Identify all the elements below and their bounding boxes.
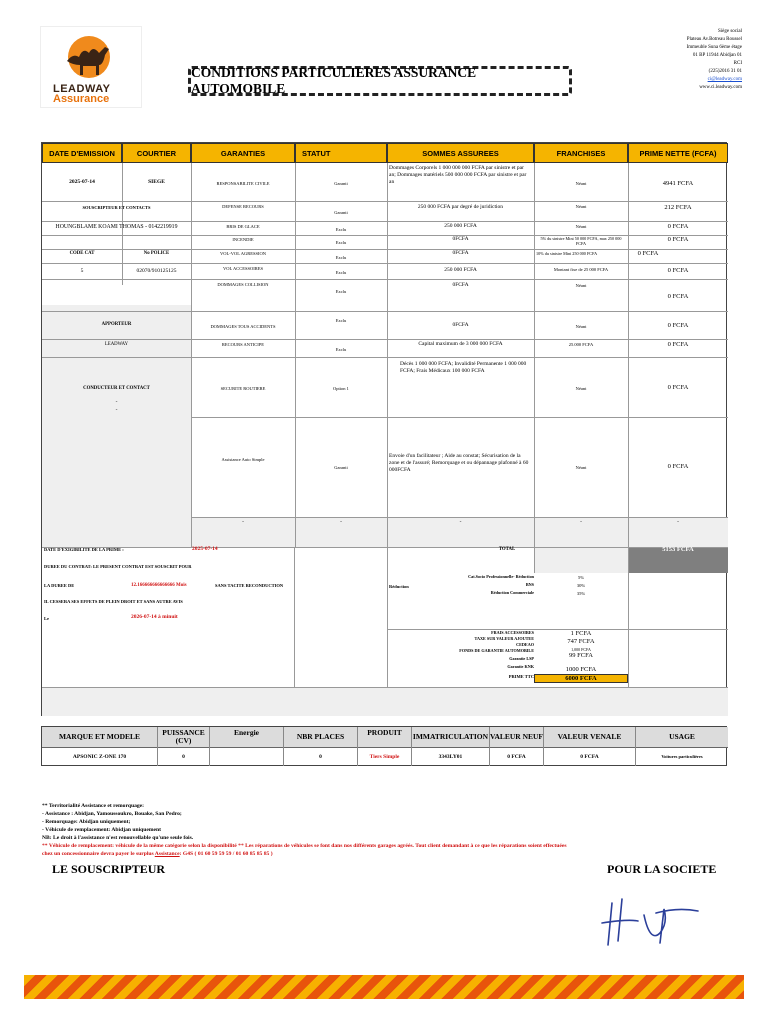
vehicle-usage: Voitures particulières [661, 754, 703, 759]
header-courtier: COURTIER [122, 143, 191, 163]
guarantee-statut: Option 1 [333, 386, 349, 391]
guarantee-somme: 0FCFA [452, 322, 469, 328]
header-franchises: FRANCHISES [534, 143, 628, 163]
guarantee-prime: 212 FCFA [664, 204, 692, 211]
vehicle-header: PUISSANCE (CV) [158, 727, 210, 747]
vehicle-header: PRODUIT [358, 727, 412, 747]
guarantee-franchise: Néant [575, 465, 587, 470]
vehicle-valeur-venale: 0 FCFA [544, 747, 636, 766]
tacite-text: SANS TACITE RECONDUCTION [215, 583, 284, 588]
total-label: TOTAL [498, 547, 516, 552]
guarantee-franchise: Néant [575, 386, 587, 391]
vehicle-places: 0 [284, 747, 358, 766]
vehicle-valeur-neuf: 0 FCFA [490, 747, 544, 766]
vehicle-header: VALEUR VENALE [544, 727, 636, 747]
address-line: Immeuble Suna 6ème étage [686, 45, 742, 50]
guarantee-statut: Exclu [335, 227, 347, 232]
guarantee-prime: 0 FCFA [667, 341, 689, 348]
fee-value: 1,000 FCFA [571, 647, 591, 652]
decorative-stripe [24, 975, 744, 999]
address-line: RCI [733, 61, 742, 66]
note-line: - Remorquage: Abidjan uniquement; [42, 819, 131, 825]
souscripteur-value: HOUNGBLAME KOAMI THOMAS - 0142219919 [55, 224, 178, 230]
header-statut: STATUT [295, 143, 387, 163]
vehicle-energie [210, 747, 284, 766]
guarantee-franchise: - [580, 519, 582, 525]
guarantee-prime: 0 FCFA [667, 463, 689, 470]
guarantee-name: VOL-VOL AGRESSION [220, 251, 266, 256]
address-line: Siège social [717, 29, 742, 34]
guarantee-somme: 250 000 FCFA [444, 223, 477, 229]
address-line: 01 BP 11944 Abidjan 01 [692, 53, 742, 58]
logo-subtitle: Assurance [53, 93, 110, 105]
company-logo [40, 26, 142, 108]
police-label: No POLICE [143, 251, 170, 256]
fee-value: 1000 FCFA [565, 666, 597, 673]
camel-icon [59, 35, 121, 79]
guarantee-name: - [242, 519, 244, 525]
note-line: - Véhicule de remplacement: Abidjan uniquement [42, 827, 161, 833]
note-line: NB: Le droit à l'assistance n'est renouvellable qu'une seule fois. [42, 835, 194, 841]
guarantee-statut: Exclu [335, 270, 347, 275]
cessera-text: IL CESSERA SES EFFETS DE PLEIN DROIT ET SANS AUTRE AVIS [44, 599, 183, 604]
guarantee-name: DEFENSE RECOURS [222, 204, 264, 209]
guarantee-statut: Exclu [335, 318, 347, 323]
vehicle-header: MARQUE ET MODELE [42, 727, 158, 747]
guarantee-name: SECURITE ROUTIERE [220, 386, 266, 391]
grey-fill [42, 687, 728, 716]
societe-signature-label: POUR LA SOCIETE [607, 862, 717, 876]
fee-value: 1 FCFA [570, 630, 592, 637]
note-line: ** Territorialité Assistance et remorquage: [42, 803, 145, 809]
code-cat-value: 5 [80, 268, 84, 274]
guarantee-prime: - [677, 519, 679, 525]
guarantee-name: BRIS DE GLACE [226, 224, 260, 229]
guarantee-name: RECOURS ANTICIPE [221, 342, 265, 347]
le-label: Le [44, 616, 49, 621]
header-sommes: SOMMES ASSUREES [387, 143, 534, 163]
note-red-line: ** Véhicule de remplacement: véhicule de la même catégorie selon la disponibilité ** Les réparations de véhicules se font dans nos différents garages agréés. Tout client demandant à ce que les réparations soient effectuées [42, 843, 567, 849]
header-garanties: GARANTIES [191, 143, 295, 163]
conditions-table [41, 142, 727, 716]
header-date-emission: DATE D'EMISSION [42, 143, 122, 163]
vehicle-table [41, 726, 727, 766]
reduction-item-label: Réduction Commerciale [490, 590, 534, 595]
reduction-item-value: 5% [578, 575, 584, 580]
address-line: (225)2016 31 01 [708, 69, 742, 74]
guarantee-statut: Garanti [334, 210, 348, 215]
courtier-value: SIEGE [148, 179, 165, 185]
duree-label: LA DUREE DE [44, 583, 75, 588]
guarantee-franchise: Néant [575, 181, 587, 186]
guarantee-somme: Capital maximum de 3 000 000 FCFA [418, 341, 503, 347]
emission-date: 2025-07-14 [69, 179, 95, 185]
address-line: Plateau Av.Botreau Roussel [686, 37, 742, 42]
guarantee-franchise: 5% du sinistre Mini 50 000 FCFA, max 250 000 FCFA [540, 236, 622, 246]
guarantee-prime: 0 FCFA [667, 322, 689, 329]
assistance-link[interactable]: Assistance [154, 851, 180, 857]
logo-name: LEADWAY [53, 83, 111, 95]
guarantee-prime: 0 FCFA [637, 250, 659, 257]
vehicle-header: VALEUR NEUF [490, 727, 544, 747]
website-text: www.ci.leadway.com [699, 85, 742, 90]
code-cat-label: CODE CAT [69, 251, 95, 256]
note-line: - Assistance : Abidjan, Yamoussoukro, Bouake, San Pedro; [42, 811, 182, 817]
conducteur-label: CONDUCTEUR ET CONTACT [83, 386, 150, 391]
note-red-contact: : G4S ( 01 60 59 59 59 / 01 60 85 85 85 ) [179, 851, 273, 857]
vehicle-header: USAGE [636, 727, 728, 747]
duree-text: DUREE DU CONTRAT: LE PRESENT CONTRAT EST SOUSCRIT POUR [44, 564, 192, 569]
guarantee-statut: Garanti [334, 181, 348, 186]
guarantee-prime: 0 FCFA [667, 223, 689, 230]
reduction-item-value: 35% [576, 591, 586, 596]
total-value: 5153 FCFA [662, 546, 694, 553]
fee-value: 747 FCFA [567, 638, 595, 645]
fee-label: Garantie KNK [507, 664, 534, 669]
document-title: CONDITIONS PARTICULIERES ASSURANCE AUTOMOBILE [188, 66, 572, 96]
prime-ttc-value: 6000 FCFA [534, 674, 628, 683]
prime-ttc-label: PRIME TTC [508, 674, 534, 679]
guarantee-statut: Exclu [335, 255, 347, 260]
exigibilite-value: 2025-07-14 [192, 546, 218, 552]
vehicle-header: IMMATRICULATION [412, 727, 490, 747]
guarantee-franchise: Néant [575, 204, 587, 209]
header-prime: PRIME NETTE (FCFA) [628, 143, 728, 163]
fee-label: TAXE SUR VALEUR AJOUTEE [474, 636, 534, 641]
guarantee-name: VOL ACCESSOIRES [223, 266, 263, 271]
note-red-text: chez un concessionnaire devra payer le surplus [42, 851, 154, 857]
guarantee-statut: Garanti [334, 465, 348, 470]
fee-label: FONDS DE GARANTIE AUTOMOBILE [459, 648, 534, 653]
guarantee-statut: Exclu [335, 289, 347, 294]
vehicle-puissance: 0 [158, 747, 210, 766]
fee-value: 99 FCFA [569, 652, 593, 659]
guarantee-franchise: Néant [575, 283, 587, 288]
notes-section [42, 802, 702, 858]
fin-contrat: 2026-07-14 à minuit [131, 614, 178, 620]
vehicle-immatriculation: 3343LY01 [412, 747, 490, 766]
guarantee-franchise: 10% du sinistre Mini 250 000 FCFA [536, 251, 598, 256]
conducteur-line-1: - [115, 399, 118, 405]
guarantee-name: DOMMAGES COLLISION [217, 282, 269, 287]
vehicle-produit: Tiers Simple [358, 747, 412, 766]
grey-fill [534, 547, 628, 573]
souscripteur-signature-label: LE SOUSCRIPTEUR [52, 862, 166, 876]
guarantee-somme: Dommages Corporels 1 000 000 000 FCFA par sinistre et par an; Dommages matériels 500 000 000 FCFA par sinistre et par an [389, 165, 527, 185]
fee-label: Garantie LSP [509, 656, 534, 661]
guarantee-somme: 250 000 FCFA par degré de juridiction [417, 204, 504, 210]
reduction-label: Réduction [389, 584, 409, 589]
apporteur-value: LEADWAY [104, 342, 129, 347]
fee-label: FRAIS ACCESSOIRES [491, 630, 534, 635]
police-value: 02070/910125125 [136, 268, 177, 274]
reduction-item-label: BNS [525, 582, 534, 587]
apporteur-label: APPORTEUR [101, 322, 132, 327]
vehicle-header: NBR PLACES [284, 727, 358, 747]
guarantee-somme: 0FCFA [452, 282, 469, 288]
guarantee-statut: Exclu [335, 240, 347, 245]
guarantee-franchise: Montant fixe de 25 000 FCFA [553, 267, 609, 272]
guarantee-statut: Exclu [335, 347, 347, 352]
guarantee-prime: 4941 FCFA [662, 180, 694, 187]
guarantee-franchise: 25.000 FCFA [568, 342, 594, 347]
vehicle-marque: APSONIC Z-ONE 170 [42, 747, 158, 766]
guarantee-somme: 0FCFA [452, 250, 469, 256]
reduction-item-value: 30% [576, 583, 586, 588]
signature-icon [598, 893, 703, 951]
guarantee-franchise: Néant [575, 324, 587, 329]
exigibilite-label: DATE D'EXIGIBILITE DE LA PRIME : [44, 547, 124, 552]
guarantee-prime: 0 FCFA [667, 236, 689, 243]
company-address [640, 28, 742, 92]
guarantee-name: RESPONSABILITE CIVILE [216, 181, 270, 186]
guarantee-franchise: Néant [575, 224, 587, 229]
guarantee-prime: 0 FCFA [667, 267, 689, 274]
guarantee-prime: 0 FCFA [667, 293, 689, 300]
guarantee-name: Assistance Auto Simple [221, 457, 265, 462]
guarantee-somme: Décès 1 000 000 FCFA; Invalidité Permanente 1 000 000 FCFA; Frais Médicaux 100 000 FCFA [400, 361, 527, 374]
reduction-item-label: Cat.Socio Professionnelle- Réduction [468, 574, 534, 579]
fee-label: CEDEAO [516, 642, 534, 647]
conducteur-line-2: - [115, 407, 118, 413]
vehicle-header: Energie [210, 727, 284, 747]
guarantee-somme: 250 000 FCFA [444, 267, 477, 273]
guarantee-name: DOMMAGES TOUS ACCIDENTS [210, 324, 276, 329]
guarantee-somme: - [459, 519, 462, 525]
guarantee-somme: 0FCFA [452, 236, 469, 242]
note-red-line-2 [42, 850, 702, 858]
duree-value: 12.166666666666666 Mois [131, 583, 187, 588]
guarantee-statut: - [340, 519, 342, 525]
email-link[interactable]: ci@leadway.com [707, 77, 742, 82]
guarantee-prime: 0 FCFA [667, 384, 689, 391]
souscripteur-label: SOUSCRIPTEUR ET CONTACTS [82, 205, 151, 210]
guarantee-somme: Envoie d'un facilitateur ; Aide au constat; Sécurisation de la zone et de l'assuré; Remorquage et ou dépannage plafonné à 60 000FCFA [389, 453, 529, 473]
guarantee-name: INCENDIE [232, 237, 254, 242]
